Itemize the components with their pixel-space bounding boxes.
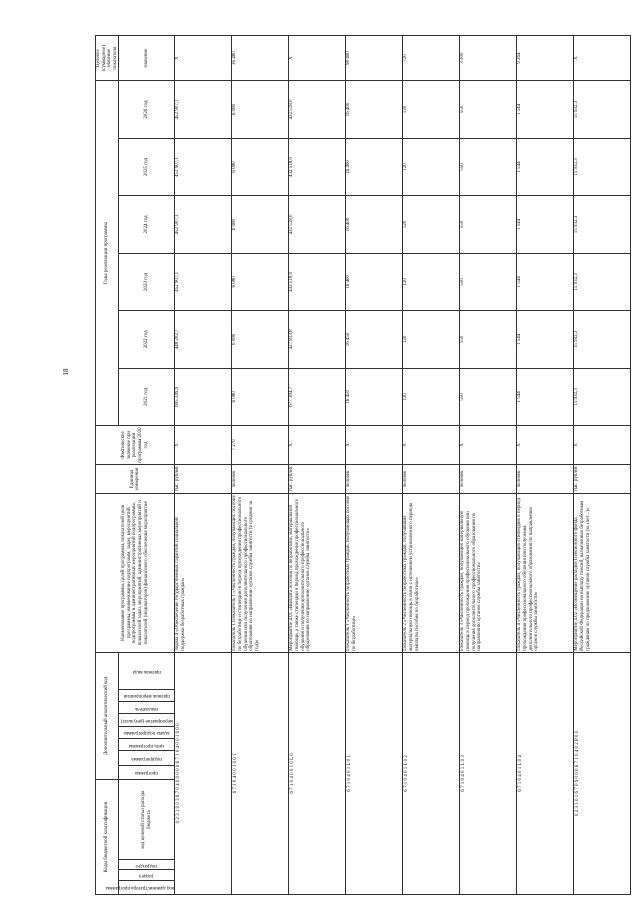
row-unit: тыс. рублей <box>175 465 232 494</box>
row-codes: 6 7 1 0 4 0 1 L 0 4 <box>517 652 574 894</box>
name-header: Наименование программы, целей программы, показателей цели программы, наименование подпрограмм, задач, мероприятий подпрограммы и административных мероприятий подпрограммы, показателей задач, мероприятий, административных мероприятий и показателей (индикаторов) финансового обеспечения мероприятия <box>96 493 175 652</box>
table-row <box>289 36 346 895</box>
row-fact: X <box>517 426 574 465</box>
row-goal: 36 480 <box>232 36 289 81</box>
row-year-value: 550 <box>460 368 517 425</box>
row-year-value: 15 932,3 <box>574 311 631 368</box>
row-year-value: 1 544 <box>517 368 574 425</box>
row-codes: 6 7 1 0 4 0 1 L 0 3 <box>460 652 517 894</box>
row-goal: 98 400 <box>346 36 403 81</box>
row-year-value: 6 080 <box>232 81 289 138</box>
row-year-value: 6 080 <box>232 196 289 253</box>
row-unit: тыс. рублей <box>289 465 346 494</box>
row-year-value: 16 450 <box>346 311 403 368</box>
year-2023-header: 2023 год <box>119 253 175 310</box>
row-year-value: 1 544 <box>517 253 574 310</box>
row-year-value: 432 518,0 <box>289 253 346 310</box>
row-year-value: 120 <box>403 253 460 310</box>
row-year-value: 6 080 <box>232 311 289 368</box>
row-year-value: 15 932,3 <box>574 196 631 253</box>
unit-header: Единица измерения <box>96 465 175 494</box>
row-year-value: 120 <box>403 138 460 195</box>
row-unit: человек <box>517 465 574 494</box>
row-year-value: 550 <box>460 138 517 195</box>
table-row <box>232 36 289 895</box>
table-row <box>517 36 574 895</box>
row-name: Показатель 3 «Численность граждан, получающих материальную помощь в период прохождения профессионального обучения или получения дополнительного профессионального образования по направлению органов службы занятости» <box>460 493 517 652</box>
row-year-value: 16 450 <box>346 368 403 425</box>
row-fact: X <box>403 426 460 465</box>
row-year-value: 15 932,3 <box>574 368 631 425</box>
section-header: раздел <box>139 872 154 878</box>
row-codes: 6 7 1 0 4 0 1 L 0 2 <box>403 652 460 894</box>
years-header: Годы реализации программы <box>96 81 119 426</box>
row-codes: 6 7 1 0 4 0 0 1 0 L 0 <box>289 652 346 894</box>
program-table <box>95 35 631 895</box>
ext-indicator-header: показатель <box>135 705 159 711</box>
row-name: Показатель 2 «Численность безработных граждан, получивших материальную помощь в связи с истечением установленного периода выплаты пособия по безработице» <box>403 493 460 652</box>
row-goal: 720 <box>403 36 460 81</box>
row-year-value: 550 <box>460 253 517 310</box>
row-year-value: 432 518,0 <box>289 196 346 253</box>
goal-value-header: значение <box>119 36 175 81</box>
rotated-page <box>95 35 615 895</box>
row-codes: 6 7 1 0 4 0 0 1 0 0 1 <box>232 652 289 894</box>
row-year-value: 448 202,7 <box>175 311 232 368</box>
row-year-value: 550 <box>460 311 517 368</box>
row-year-value: 1 544 <box>517 196 574 253</box>
row-name: Показатель 1 «Численность безработных граждан, получающих пособие по безработице» <box>346 493 403 652</box>
row-name: Мероприятие 4.02 «Возмещение расходов Пенсионного фонда Российской Федерации на выплату пенсий, назначенных безработным гражданам по предложению органов службы занятости (за счет...)» <box>574 493 631 652</box>
row-year-value: 677 384,7 <box>289 368 346 425</box>
row-year-value: 16 400 <box>346 253 403 310</box>
row-year-value: 452 907,1 <box>175 253 232 310</box>
row-year-value: 15 932,3 <box>574 253 631 310</box>
row-codes: 6 7 1 0 4 0 1 L 0 1 <box>346 652 403 894</box>
row-unit: человек <box>460 465 517 494</box>
table-row <box>175 36 232 895</box>
row-name: Показатель 4 «Численность граждан, получающих стипендию в период прохождения профессионального обучения или получения дополнительного профессионального образования по направлению органов службы занятости» <box>517 493 574 652</box>
page-number: 18 <box>62 368 70 376</box>
row-year-value: 6 080 <box>232 368 289 425</box>
ext-program-header: программа <box>135 770 159 776</box>
row-year-value: 120 <box>403 196 460 253</box>
row-fact: X <box>175 426 232 465</box>
goal-header: Целевое (суммарное) значение показателя <box>96 36 119 81</box>
row-goal: 9 264 <box>517 36 574 81</box>
ext-sign-header: признак вида <box>132 668 161 674</box>
row-year-value: 120 <box>403 311 460 368</box>
row-year-value: 6 080 <box>232 253 289 310</box>
year-2026-header: 2026 год <box>119 81 175 138</box>
table-row <box>346 36 403 895</box>
codes-budget-header: Коды бюджетной классификации <box>96 780 119 895</box>
row-year-value: 452 907,1 <box>175 81 232 138</box>
row-year-value: 16 400 <box>346 81 403 138</box>
row-goal: X <box>175 36 232 81</box>
row-fact: X <box>289 426 346 465</box>
admin-code-header: код администратора программы <box>106 885 175 891</box>
row-unit: человек <box>346 465 403 494</box>
row-name: Задача 4 «Обеспечение государственных гарантий социальной поддержки безработных граждан» <box>175 493 232 652</box>
row-fact: X <box>574 426 631 465</box>
table-row <box>574 36 631 895</box>
fact-header: Фактическое значение при реализации программы 2020 год <box>96 426 175 465</box>
row-year-value: 452 907,1 <box>175 138 232 195</box>
ext-activity-header: признак мероприятия <box>123 693 170 699</box>
year-2025-header: 2025 год <box>119 138 175 195</box>
year-2024-header: 2024 год <box>119 196 175 253</box>
row-goal: X <box>289 36 346 81</box>
row-codes: 0 2 3 1 0 0 3 6 7 0 4 0 0 0 0 0 6 7 1 0 4 0 0 1 0 0 0 <box>175 652 232 894</box>
row-year-value: 432 518,0 <box>289 138 346 195</box>
ext-subprogram-header: подпрограмма <box>131 755 163 761</box>
row-year-value: 1 544 <box>517 311 574 368</box>
row-year-value: 15 932,3 <box>574 81 631 138</box>
row-year-value: 16 400 <box>346 196 403 253</box>
row-codes: 0 2 3 1 0 1 6 7 0 9 0 0 0 6 7 1 0 4 0 2 P 0 0 <box>574 652 631 894</box>
row-year-value: 550 <box>460 196 517 253</box>
ext-goal-header: цель программы <box>129 742 165 748</box>
row-year-value: 452 907,1 <box>175 196 232 253</box>
row-goal: 3 300 <box>460 36 517 81</box>
row-year-value: 432 518,0 <box>289 81 346 138</box>
row-name: Мероприятие 4.01 «Выплата пособия по безработице, материальной помощи, а также стипендии в период прохождения профессионального обучения и получения дополнительного профессионального образования по направлению органов службы занятости» <box>289 493 346 652</box>
row-fact: 7 270 <box>232 426 289 465</box>
codes-extra-header: Дополнительный аналитический код <box>96 652 119 779</box>
year-2021-header: 2021 год <box>119 368 175 425</box>
row-year-value: 1 544 <box>517 138 574 195</box>
row-year-value: 120 <box>403 81 460 138</box>
row-year-value: 15 932,3 <box>574 138 631 195</box>
ext-event-header: мероприятие (результат) <box>120 717 173 723</box>
table-row <box>403 36 460 895</box>
target-item-header: код целевой статьи расхода бюджета <box>119 780 175 860</box>
row-year-value: 550 <box>460 81 517 138</box>
row-fact: X <box>346 426 403 465</box>
row-year-value: 120 <box>403 368 460 425</box>
row-year-value: 6 080 <box>232 138 289 195</box>
row-year-value: 16 400 <box>346 138 403 195</box>
row-fact: X <box>460 426 517 465</box>
table-row <box>460 36 517 895</box>
row-unit: человек <box>403 465 460 494</box>
ext-task-header: задача подпрограммы <box>123 730 171 736</box>
row-year-value: 695 249,9 <box>175 368 232 425</box>
row-name: Показатель 1 Показатель 1 «Численность граждан, получающих пособие по безработице и стипендию в период прохождения профессионального обучения или получения дополнительного профессионального образования по направлению органов службы занятости (в среднем за год)» <box>232 493 289 652</box>
row-year-value: 1 544 <box>517 81 574 138</box>
subsection-header: подраздел <box>136 862 158 868</box>
row-year-value: 427 813,8 <box>289 311 346 368</box>
row-goal: X <box>574 36 631 81</box>
year-2022-header: 2022 год <box>119 311 175 368</box>
row-unit: человек <box>232 465 289 494</box>
row-unit: тыс. рублей <box>574 465 631 494</box>
